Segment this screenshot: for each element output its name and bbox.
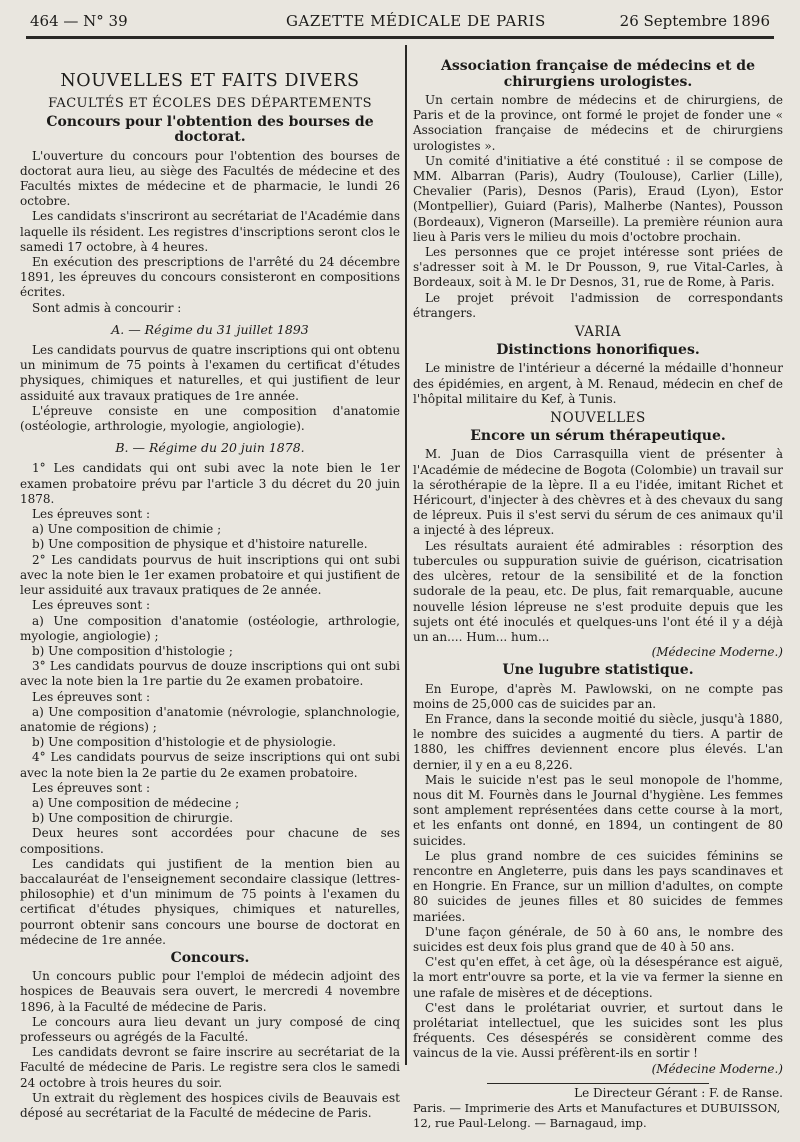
article-heading-urologistes: Association française de médecins et de chirurgiens urologistes. bbox=[441, 58, 755, 90]
paragraph: Les candidats devront se faire inscrire au secrétariat de la Faculté de médecine de Paris. Le registre sera clos le samedi 24 octobre à trois heures du soir. bbox=[20, 1045, 400, 1090]
paragraph: Les épreuves sont : bbox=[32, 780, 151, 795]
list-item: b) Une composition d'histologie ; bbox=[32, 643, 233, 658]
paragraph: Un extrait du règlement des hospices civils de Beauvais est déposé au secrétariat de la Faculté de médecine de Paris. bbox=[20, 1090, 400, 1120]
paragraph: Un certain nombre de médecins et de chirurgiens, de Paris et de la province, ont formé le projet de fonder une « Association française de médecins et de chirurgiens urologistes ». bbox=[413, 93, 783, 153]
paragraph: L'ouverture du concours pour l'obtention des bourses de doctorat aura lieu, au siège des Facultés de médecine et des Facultés mixtes de médecine et de pharmacie, le lundi 26 octobre. bbox=[20, 148, 400, 209]
list-item: b) Une composition d'histologie et de physiologie. bbox=[32, 735, 337, 750]
right-column bbox=[413, 44, 783, 1131]
article-heading-distinctions: Distinctions honorifiques. bbox=[496, 342, 700, 359]
paragraph: C'est qu'en effet, à cet âge, où la désespérance est aiguë, la mort entr'ouvre sa porte, et la vie va fermer la sienne en une rafale de misères et de déceptions. bbox=[413, 955, 783, 1000]
paragraph: Le projet prévoit l'admission de correspondants étrangers. bbox=[413, 290, 783, 320]
list-item: a) Une composition de médecine ; bbox=[32, 795, 240, 810]
section-varia: VARIA bbox=[574, 324, 622, 341]
paragraph: Sont admis à concourir : bbox=[32, 300, 182, 315]
subheading-regime-a: A. — Régime du 31 juillet 1893 bbox=[111, 321, 309, 337]
printer-imprint: Paris. — Imprimerie des Arts et Manufactures et DUBUISSON, 12, rue Paul-Lelong. — Barnagaud, imp. bbox=[413, 1101, 781, 1130]
paragraph: M. Juan de Dios Carrasquilla vient de présenter à l'Académie de médecine de Bogota (Colombie) un travail sur la sérothérapie de la lèpre. Il a eu l'idée, imitant Richet et Héricourt, d'injecter à des chèvres et à des chevaux du sang de lépreux. Puis il s'est servi du sérum de ces animaux qu'il a injecté à des lépreux. bbox=[413, 447, 783, 538]
header-rule bbox=[26, 36, 774, 39]
section-title: NOUVELLES ET FAITS DIVERS bbox=[60, 71, 360, 91]
article-heading-bourses: Concours pour l'obtention des bourses de doctorat. bbox=[46, 114, 374, 146]
article-heading-statistique: Une lugubre statistique. bbox=[502, 662, 694, 679]
section-nouvelles: NOUVELLES bbox=[550, 410, 646, 427]
paragraph: Les épreuves sont : bbox=[32, 507, 151, 522]
list-item: a) Une composition de chimie ; bbox=[32, 522, 222, 537]
paragraph: Les épreuves sont : bbox=[32, 598, 151, 613]
subheading-regime-b: B. — Régime du 20 juin 1878. bbox=[115, 440, 305, 456]
paragraph: Un concours public pour l'emploi de médecin adjoint des hospices de Beauvais sera ouvert, le mercredi 4 novembre 1896, à la Faculté de médecine de Paris. bbox=[20, 969, 400, 1014]
citation: (Médecine Moderne.) bbox=[651, 1061, 783, 1076]
list-item: a) Une composition d'anatomie (ostéologie, arthrologie, myologie, angiologie) ; bbox=[20, 613, 400, 643]
paragraph: Le plus grand nombre de ces suicides féminins se rencontre en Angleterre, puis dans les pays scandinaves et en Hongrie. En France, sur un million d'adultes, on compte 80 suicides de jeunes filles et 80 suicides de femmes mariées. bbox=[413, 848, 783, 924]
editor-signature: Le Directeur Gérant : F. de Ranse. bbox=[574, 1085, 783, 1100]
issue-date: 26 Septembre 1896 bbox=[619, 12, 770, 30]
paragraph: Le ministre de l'intérieur a décerné la médaille d'honneur des épidémies, en argent, à M. Renaud, médecin en chef de l'hôpital militaire du Kef, à Tunis. bbox=[413, 361, 783, 406]
paragraph: Deux heures sont accordées pour chacune de ses compositions. bbox=[20, 826, 400, 856]
paragraph: Mais le suicide n'est pas le seul monopole de l'homme, nous dit M. Fournès dans le Journal d'hygiène. Les femmes sont amplement représentées dans cette course à la mort, et les enfants ont donné, en 1894, un contingent de 80 suicides. bbox=[413, 772, 783, 848]
paragraph: Les personnes que ce projet intéresse sont priées de s'adresser soit à M. le Dr Pousson, 9, rue Vital-Carles, à Bordeaux, soit à M. le Dr Desnos, 31, rue de Rome, à Paris. bbox=[413, 245, 783, 290]
section-subtitle: FACULTÉS ET ÉCOLES DES DÉPARTEMENTS bbox=[48, 96, 372, 111]
paragraph: D'une façon générale, de 50 à 60 ans, le nombre des suicides est deux fois plus grand que de 40 à 50 ans. bbox=[413, 924, 783, 954]
list-item: b) Une composition de chirurgie. bbox=[32, 811, 234, 826]
page-number: 464 — N° 39 bbox=[30, 12, 128, 30]
paragraph: Les candidats pourvus de quatre inscriptions qui ont obtenu un minimum de 75 points à l'examen du certificat d'études physiques, chimiques et naturelles, et qui justifient de leur assiduité aux travaux pratiques de 1re année. bbox=[20, 343, 400, 403]
paragraph: En exécution des prescriptions de l'arrêté du 24 décembre 1891, les épreuves du concours consisteront en compositions écrites. bbox=[20, 255, 400, 300]
page-header bbox=[30, 10, 770, 30]
paragraph: Un comité d'initiative a été constitué : il se compose de MM. Albarran (Paris), Audry (Toulouse), Carlier (Lille), Chevalier (Paris), Desnos (Paris), Eraud (Lyon), Estor (Montpellier), Guiard (Paris), Malherbe (Nantes), Pousson (Bordeaux), Vigneron (Marseille). La première réunion aura lieu à Paris vers le milieu du mois d'octobre prochain. bbox=[413, 153, 783, 244]
paragraph: Les résultats auraient été admirables : résorption des tubercules ou suppuration suivie de guérison, cicatrisation des ulcères, retour de la sensibilité et de la fonction sudorale de la peau, etc. De plus, fait remarquable, aucune nouvelle lésion lépreuse ne s'est produite depuis que les sujets ont été inoculés et quelques-uns l'ont été il y a déjà un an.... Hum... hum... bbox=[413, 538, 783, 644]
paragraph: Le concours aura lieu devant un jury composé de cinq professeurs ou agrégés de la Faculté. bbox=[20, 1014, 400, 1044]
paragraph: 3° Les candidats pourvus de douze inscriptions qui ont subi avec la note bien la 1re partie du 2e examen probatoire. bbox=[20, 659, 400, 689]
list-item: a) Une composition d'anatomie (névrologie, splanchnologie, anatomie de régions) ; bbox=[20, 704, 400, 734]
column-divider bbox=[405, 45, 407, 1065]
list-item: b) Une composition de physique et d'histoire naturelle. bbox=[32, 537, 368, 552]
paragraph: Les candidats qui justifient de la mention bien au baccalauréat de l'enseignement secondaire classique (lettres-philosophie) et d'un minimum de 75 points à l'examen du certificat d'études physiques, chimiques et naturelles, pourront obtenir sans concours une bourse de doctorat en médecine de 1re année. bbox=[20, 856, 400, 947]
journal-title: GAZETTE MÉDICALE DE PARIS bbox=[286, 12, 546, 30]
citation: (Médecine Moderne.) bbox=[651, 645, 783, 660]
left-column bbox=[20, 44, 400, 1121]
paragraph: 4° Les candidats pourvus de seize inscriptions qui ont subi avec la note bien la 2e partie du 2e examen probatoire. bbox=[20, 750, 400, 780]
paragraph: En Europe, d'après M. Pawlowski, on ne compte pas moins de 25,000 cas de suicides par an. bbox=[413, 681, 783, 711]
paragraph: C'est dans le prolétariat ouvrier, et surtout dans le prolétariat intellectuel, que les suicides sont les plus fréquents. Ces désespérés se considèrent comme des vaincus de la vie. Aussi préfèrent-ils en sortir ! bbox=[413, 1000, 783, 1061]
article-heading-serum: Encore un sérum thérapeutique. bbox=[470, 428, 726, 445]
paragraph: 2° Les candidats pourvus de huit inscriptions qui ont subi avec la note bien le 1er examen probatoire et qui justifient de leur assiduité aux travaux pratiques de 2e année. bbox=[20, 552, 400, 598]
paragraph: L'épreuve consiste en une composition d'anatomie (ostéologie, arthrologie, myologie, angiologie). bbox=[20, 403, 400, 434]
paragraph: Les candidats s'inscriront au secrétariat de l'Académie dans laquelle ils résident. Les registres d'inscriptions seront clos le samedi 17 octobre, à 4 heures. bbox=[20, 209, 400, 254]
paragraph: 1° Les candidats qui ont subi avec la note bien le 1er examen probatoire prévu par l'article 3 du décret du 20 juin 1878. bbox=[20, 461, 400, 506]
paragraph: En France, dans la seconde moitié du siècle, jusqu'à 1880, le nombre des suicides a augmenté du tiers. A partir de 1880, les chiffres deviennent encore plus élevés. L'an dernier, il y en a eu 8,226. bbox=[413, 711, 783, 772]
closing-rule bbox=[487, 1083, 709, 1084]
article-heading-concours: Concours. bbox=[170, 949, 250, 966]
paragraph: Les épreuves sont : bbox=[32, 689, 151, 704]
